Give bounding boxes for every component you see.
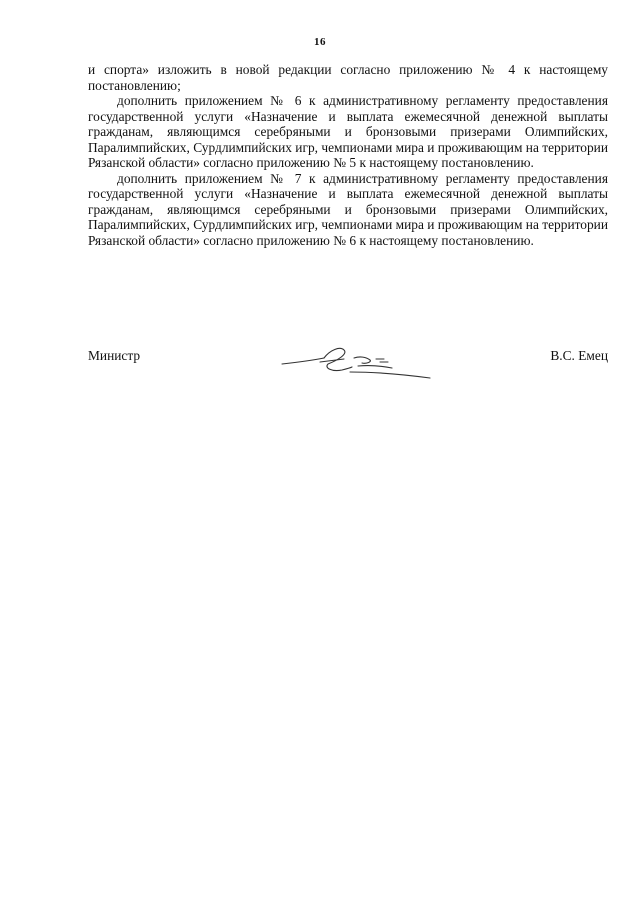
paragraph-1: и спорта» изложить в новой редакции согласно приложению № 4 к настоящему постановлению; xyxy=(88,62,608,93)
signatory-title: Министр xyxy=(88,348,141,363)
signature-block xyxy=(88,342,608,382)
document-body xyxy=(88,62,608,248)
paragraph-2: дополнить приложением № 6 к административному регламенту предоставления государственной услуги «Назначение и выплата ежемесячной денежной выплаты гражданам, являющимся серебряными и бронзовыми призерами Олимпийских, Паралимпийских, Сурдлимпийских игр, чемпионами мира и проживающим на территории Рязанской области» согласно приложению № 5 к настоящему постановлению. xyxy=(88,93,609,170)
page-number: 16 xyxy=(314,36,326,48)
paragraph-3: дополнить приложением № 7 к административному регламенту предоставления государственной услуги «Назначение и выплата ежемесячной денежной выплаты гражданам, являющимся серебряными и бронзовыми призерами Олимпийских, Паралимпийских, Сурдлимпийских игр, чемпионами мира и проживающим на территории Рязанской области» согласно приложению № 6 к настоящему постановлению. xyxy=(88,170,609,248)
signatory-name: В.С. Емец xyxy=(550,348,608,363)
handwritten-signature xyxy=(280,342,440,382)
